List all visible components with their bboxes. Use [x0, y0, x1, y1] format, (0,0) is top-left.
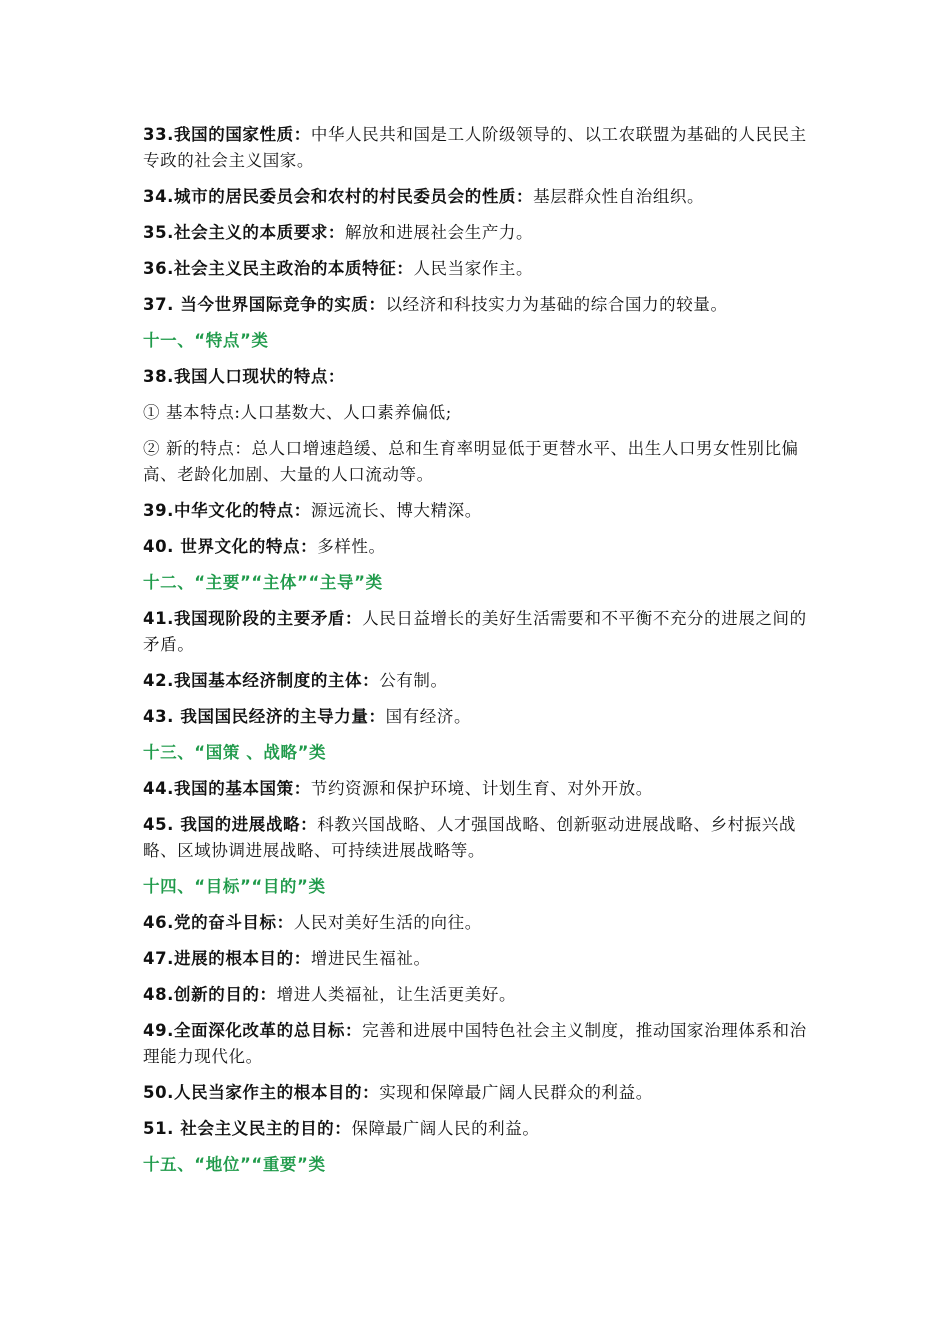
item-term: 48.创新的目的：: [143, 985, 277, 1004]
numbered-item: [143, 812, 813, 864]
item-definition: 保障最广阔人民的利益。: [351, 1119, 540, 1138]
numbered-item: [143, 668, 813, 694]
item-definition: 人民当家作主。: [413, 259, 534, 278]
item-term: 46.党的奋斗目标：: [143, 913, 294, 932]
item-term: 49.全面深化改革的总目标：: [143, 1021, 363, 1040]
document-body: [143, 122, 813, 1188]
numbered-item: [143, 220, 813, 246]
section-heading: 十一、“特点”类: [143, 331, 269, 350]
numbered-item: [143, 946, 813, 972]
item-definition: 解放和进展社会生产力。: [345, 223, 534, 242]
item-definition: 多样性。: [317, 537, 386, 556]
item-term: 47.进展的根本目的：: [143, 949, 311, 968]
numbered-item: [143, 982, 813, 1008]
numbered-item: [143, 776, 813, 802]
item-definition: 完善和进展中国特色社会主义制度，推动国家治理体系和治理能力现代化。: [143, 1021, 807, 1066]
item-term: 42.我国基本经济制度的主体：: [143, 671, 380, 690]
item-definition: 增进人类福祉，让生活更美好。: [276, 985, 517, 1004]
item-definition: 节约资源和保护环境、计划生育、对外开放。: [310, 779, 653, 798]
numbered-item: [143, 498, 813, 524]
item-term: 45. 我国的进展战略：: [143, 815, 318, 834]
item-term: 40. 世界文化的特点：: [143, 537, 318, 556]
numbered-item: [143, 122, 813, 174]
item-term: 43. 我国国民经济的主导力量：: [143, 707, 386, 726]
item-definition: 中华人民共和国是工人阶级领导的、以工农联盟为基础的人民民主专政的社会主义国家。: [143, 125, 807, 170]
sub-point: ② 新的特点：总人口增速趋缓、总和生育率明显低于更替水平、出生人口男女性别比偏高、老龄化加剧、大量的人口流动等。: [143, 439, 799, 484]
item-definition: 源远流长、博大精深。: [310, 501, 482, 520]
item-term: 44.我国的基本国策：: [143, 779, 311, 798]
item-term: 41.我国现阶段的主要矛盾：: [143, 609, 363, 628]
section-heading: 十四、“目标”“目的”类: [143, 877, 326, 896]
numbered-item: [143, 606, 813, 658]
item-term: 33.我国的国家性质：: [143, 125, 311, 144]
numbered-item: [143, 364, 813, 390]
numbered-item: [143, 534, 813, 560]
item-term: 39.中华文化的特点：: [143, 501, 311, 520]
item-term: 34.城市的居民委员会和农村的村民委员会的性质：: [143, 187, 534, 206]
item-term: 51. 社会主义民主的目的：: [143, 1119, 352, 1138]
numbered-item: [143, 910, 813, 936]
item-definition: 科教兴国战略、人才强国战略、创新驱动进展战略、乡村振兴战略、区域协调进展战略、可持续进展战略等。: [143, 815, 796, 860]
item-term: 36.社会主义民主政治的本质特征：: [143, 259, 414, 278]
item-definition: 公有制。: [379, 671, 448, 690]
item-term: 50.人民当家作主的根本目的：: [143, 1083, 380, 1102]
numbered-item: [143, 1116, 813, 1142]
section-heading: 十三、“国策 、战略”类: [143, 743, 327, 762]
item-term: 35.社会主义的本质要求：: [143, 223, 346, 242]
item-definition: 国有经济。: [385, 707, 472, 726]
item-term: 38.我国人口现状的特点：: [143, 367, 346, 386]
item-definition: 人民日益增长的美好生活需要和不平衡不充分的进展之间的矛盾。: [143, 609, 807, 654]
numbered-item: [143, 292, 813, 318]
numbered-item: [143, 256, 813, 282]
numbered-item: [143, 1018, 813, 1070]
numbered-item: [143, 184, 813, 210]
section-heading: 十五、“地位”“重要”类: [143, 1155, 326, 1174]
item-definition: 实现和保障最广阔人民群众的利益。: [379, 1083, 653, 1102]
item-term: 37. 当今世界国际竞争的实质：: [143, 295, 386, 314]
section-heading: 十二、“主要”“主体”“主导”类: [143, 573, 383, 592]
item-definition: 人民对美好生活的向往。: [293, 913, 482, 932]
item-definition: 以经济和科技实力为基础的综合国力的较量。: [385, 295, 728, 314]
numbered-item: [143, 1080, 813, 1106]
item-definition: 增进民生福祉。: [310, 949, 431, 968]
item-definition: 基层群众性自治组织。: [533, 187, 705, 206]
sub-point: ① 基本特点:人口基数大、人口素养偏低;: [143, 403, 452, 422]
numbered-item: [143, 704, 813, 730]
